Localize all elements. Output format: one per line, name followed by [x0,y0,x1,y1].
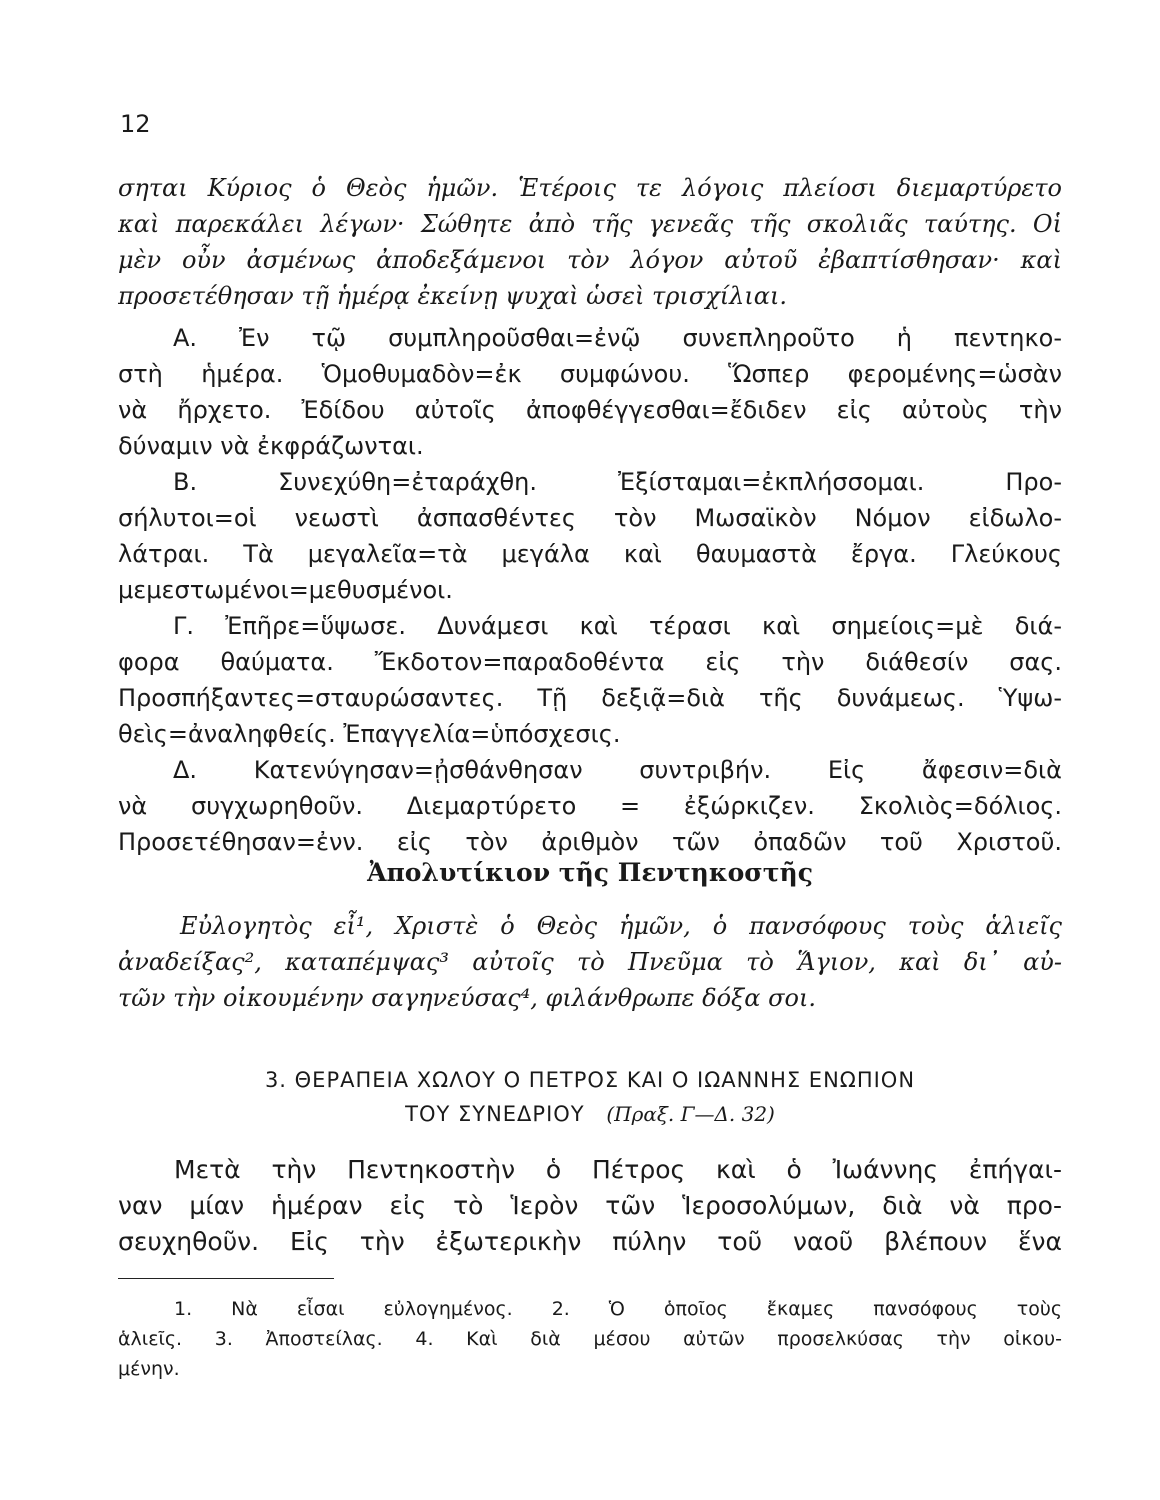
body-line: σευχηθοῦν. Εἰς τὴν ἐξωτερικὴν πύλην τοῦ ναοῦ βλέπουν ἕνα [118,1227,1062,1256]
footnote-divider [118,1278,334,1279]
note-line: νὰ ἤρχετο. Ἐδίδου αὐτοῖς ἀποφθέγγεσθαι=ἔδιδεν εἰς αὐτοὺς τὴν [118,396,1062,424]
note-line: θεὶς=ἀναληφθείς. Ἐπαγγελία=ὑπόσχεσις. [118,720,621,748]
chapter-heading: 3. ΘΕΡΑΠΕΙΑ ΧΩΛΟΥ Ο ΠΕΤΡΟΣ ΚΑΙ Ο ΙΩΑΝΝΗΣ ΕΝΩΠΙΟΝ [264,1068,916,1092]
note-line: Α. Ἐν τῷ συμπληροῦσθαι=ἐνῷ συνεπληροῦτο ἡ πεντηκο- [173,324,1062,352]
note-line: Β. Συνεχύθη=ἐταράχθη. Ἐξίσταμαι=ἐκπλήσσομαι. Προ- [173,468,1062,496]
text-line: προσετέθησαν τῇ ἡμέρᾳ ἐκείνῃ ψυχαὶ ὡσεὶ τρισχίλιαι. [118,282,788,310]
note-line: νὰ συγχωρηθοῦν. Διεμαρτύρετο = ἐξώρκιζεν. Σκολιὸς=δόλιος. [118,792,1062,820]
hymn-line: τῶν τὴν οἰκουμένην σαγηνεύσας⁴, φιλάνθρωπε δόξα σοι. [118,984,816,1012]
hymn-line: ἀναδείξας², καταπέμψας³ αὐτοῖς τὸ Πνεῦμα τὸ Ἅγιον, καὶ δι᾿ αὐ- [118,948,1062,976]
footnotes [118,1294,1062,1384]
vocabulary-notes [118,320,1062,860]
note-line: φορα θαύματα. Ἔκδοτον=παραδοθέντα εἰς τὴν διάθεσίν σας. [118,648,1062,676]
text-line: μὲν οὖν ἀσμένως ἀποδεξάμενοι τὸν λόγον αὐτοῦ ἐβαπτίσθησαν· καὶ [118,246,1062,274]
chapter-reference: (Πραξ. Γ—Δ. 32) [606,1102,775,1126]
note-line: σήλυτοι=οἱ νεωστὶ ἀσπασθέντες τὸν Μωσαϊκὸν Νόμον εἰδωλο- [118,504,1062,532]
footnote-line: ἁλιεῖς. 3. Ἀποστείλας. 4. Καὶ διὰ μέσου αὐτῶν προσελκύσας τὴν οἰκου- [118,1328,1062,1350]
chapter-heading-text: ΤΟΥ ΣΥΝΕΔΡΙΟΥ [405,1102,585,1126]
body-paragraph [118,1152,1062,1260]
page-number: 12 [120,110,151,138]
note-line: Προσετέθησαν=ἐνν. εἰς τὸν ἀριθμὸν τῶν ὀπαδῶν τοῦ Χριστοῦ. [118,828,1062,856]
note-line: λάτραι. Τὰ μεγαλεῖα=τὰ μεγάλα καὶ θαυμαστὰ ἔργα. Γλεύκους [118,540,1062,568]
note-line: δύναμιν νὰ ἐκφράζωνται. [118,432,424,460]
text-line: καὶ παρεκάλει λέγων· Σώθητε ἀπὸ τῆς γενεᾶς τῆς σκολιᾶς ταύτης. Οἱ [118,210,1062,238]
scripture-paragraph [118,170,1062,314]
chapter-heading-line2 [118,1102,1062,1126]
hymn-line: Εὐλογητὸς εἶ¹, Χριστὲ ὁ Θεὸς ἡμῶν, ὁ πανσόφους τοὺς ἁλιεῖς [180,912,1062,940]
footnote-line: 1. Νὰ εἶσαι εὐλογημένος. 2. Ὁ ὁποῖος ἔκαμες πανσόφους τοὺς [174,1298,1062,1320]
note-line: στὴ ἡμέρα. Ὁμοθυμαδὸν=ἐκ συμφώνου. Ὥσπερ φερομένης=ὡσὰν [118,360,1062,388]
footnote-line: μένην. [118,1358,180,1380]
note-line: μεμεστωμένοι=μεθυσμένοι. [118,576,453,604]
note-line: Γ. Ἐπῆρε=ὕψωσε. Δυνάμεσι καὶ τέρασι καὶ σημείοις=μὲ διά- [173,612,1062,640]
body-line: Μετὰ τὴν Πεντηκοστὴν ὁ Πέτρος καὶ ὁ Ἰωάννης ἐπήγαι- [174,1155,1062,1184]
text-line: σηται Κύριος ὁ Θεὸς ἡμῶν. Ἑτέροις τε λόγοις πλείοσι διεμαρτύρετο [118,174,1062,202]
apolytikion-hymn [118,908,1062,1016]
body-line: ναν μίαν ἡμέραν εἰς τὸ Ἱερὸν τῶν Ἱεροσολύμων, διὰ νὰ προ- [118,1191,1062,1220]
note-line: Προσπήξαντες=σταυρώσαντες. Τῇ δεξιᾷ=διὰ τῆς δυνάμεως. Ὑψω- [118,684,1062,712]
note-line: Δ. Κατενύγησαν=ᾐσθάνθησαν συντριβήν. Εἰς ἄφεσιν=διὰ [173,756,1062,784]
section-title: Ἀπολυτίκιον τῆς Πεντηκοστῆς [367,858,813,887]
